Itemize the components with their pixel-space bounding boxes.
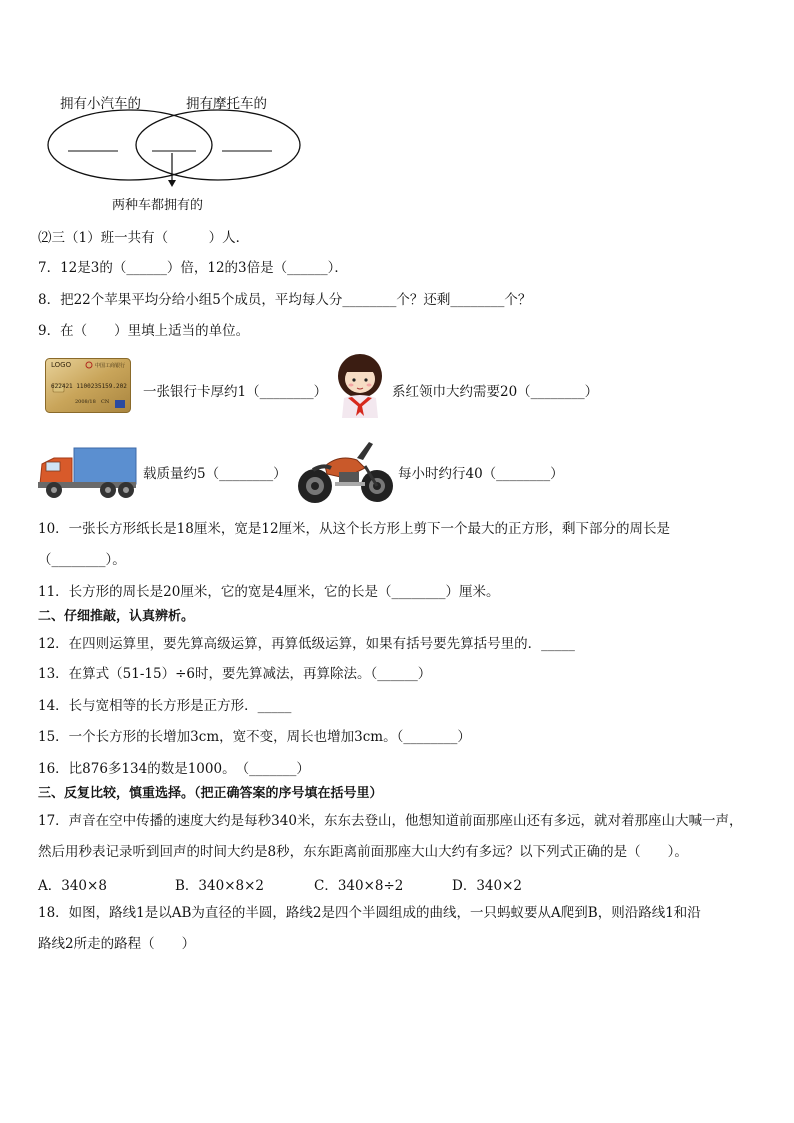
question-18-line-2: 路线2所走的路程（ ） <box>38 936 196 952</box>
question-15: 15．一个长方形的长增加3cm，宽不变，周长也增加3cm。（________） <box>38 729 471 745</box>
bank-card-caption: 一张银行卡厚约1（________） <box>143 384 328 400</box>
venn-right-label: 拥有摩托车的 <box>186 96 267 112</box>
bank-card-cn: CN <box>101 399 110 405</box>
question-17-option-c: C．340×8÷2 <box>314 878 404 894</box>
truck-caption: 载质量约5（________） <box>143 466 287 482</box>
section-2-heading: 二、仔细推敲，认真辨析。 <box>38 609 195 624</box>
question-6-2: ⑵三（1）班一共有（ ）人． <box>38 230 250 246</box>
girl-red-scarf-image <box>334 352 386 418</box>
venn-right-ellipse <box>136 110 300 180</box>
question-10-line-2: （________）。 <box>38 552 126 568</box>
question-7: 7．12是3的（______）倍，12的3倍是（______）． <box>38 260 348 276</box>
section-3-heading: 三、反复比较，慎重选择。（把正确答案的序号填在括号里） <box>38 786 383 801</box>
venn-bottom-label: 两种车都拥有的 <box>112 198 204 213</box>
question-17-option-b: B．340×8×2 <box>175 878 264 894</box>
question-17-option-a: A．340×8 <box>38 878 107 894</box>
venn-left-ellipse <box>48 110 212 180</box>
question-16: 16．比876多134的数是1000。 （_______） <box>38 761 310 777</box>
bank-card-logo: LOGO <box>51 361 72 369</box>
bank-card-date: 2008/18 <box>75 399 96 405</box>
motorcycle-image <box>295 436 395 506</box>
question-8: 8．把22个苹果平均分给小组5个成员，平均每人分________个？还剩________个？ <box>38 292 532 308</box>
question-17-line-1: 17．声音在空中传播的速度大约是每秒340米，东东去登山，他想知道前面那座山还有多远，就对着那座山大喊一声， <box>38 813 743 829</box>
venn-left-label: 拥有小汽车的 <box>60 96 141 112</box>
venn-diagram <box>40 85 310 195</box>
bank-card-image <box>45 358 131 413</box>
scarf-caption: 系红领巾大约需要20（________） <box>392 384 599 400</box>
bank-card-bank-name: 中国工商银行 <box>95 363 126 369</box>
question-14: 14．长与宽相等的长方形是正方形．_____ <box>38 698 292 714</box>
question-11: 11．长方形的周长是20厘米，它的宽是4厘米，它的长是（________）厘米。 <box>38 584 500 600</box>
question-17-option-d: D．340×2 <box>452 878 522 894</box>
motorcycle-caption: 每小时约行40（________） <box>398 466 564 482</box>
truck-image <box>38 446 138 501</box>
question-17-line-2: 然后用秒表记录听到回声的时间大约是8秒，东东距离前面那座大山大约有多远？以下列式正确的是（ ）。 <box>38 844 688 860</box>
venn-arrow-head <box>168 180 176 187</box>
question-10-line-1: 10．一张长方形纸长是18厘米，宽是12厘米，从这个长方形上剪下一个最大的正方形，剩下部分的周长是 <box>38 521 671 537</box>
bank-card-number: 622421 1100235159.202 <box>51 383 127 390</box>
question-9: 9．在（ ）里填上适当的单位。 <box>38 323 250 339</box>
question-13: 13．在算式（51-15）÷6时，要先算减法，再算除法。（______） <box>38 666 432 682</box>
question-12: 12．在四则运算里，要先算高级运算，再算低级运算，如果有括号要先算括号里的．_____ <box>38 636 575 652</box>
question-18-line-1: 18．如图，路线1是以AB为直径的半圆，路线2是四个半圆组成的曲线，一只蚂蚁要从A爬到B，则沿路线1和沿 <box>38 905 701 921</box>
